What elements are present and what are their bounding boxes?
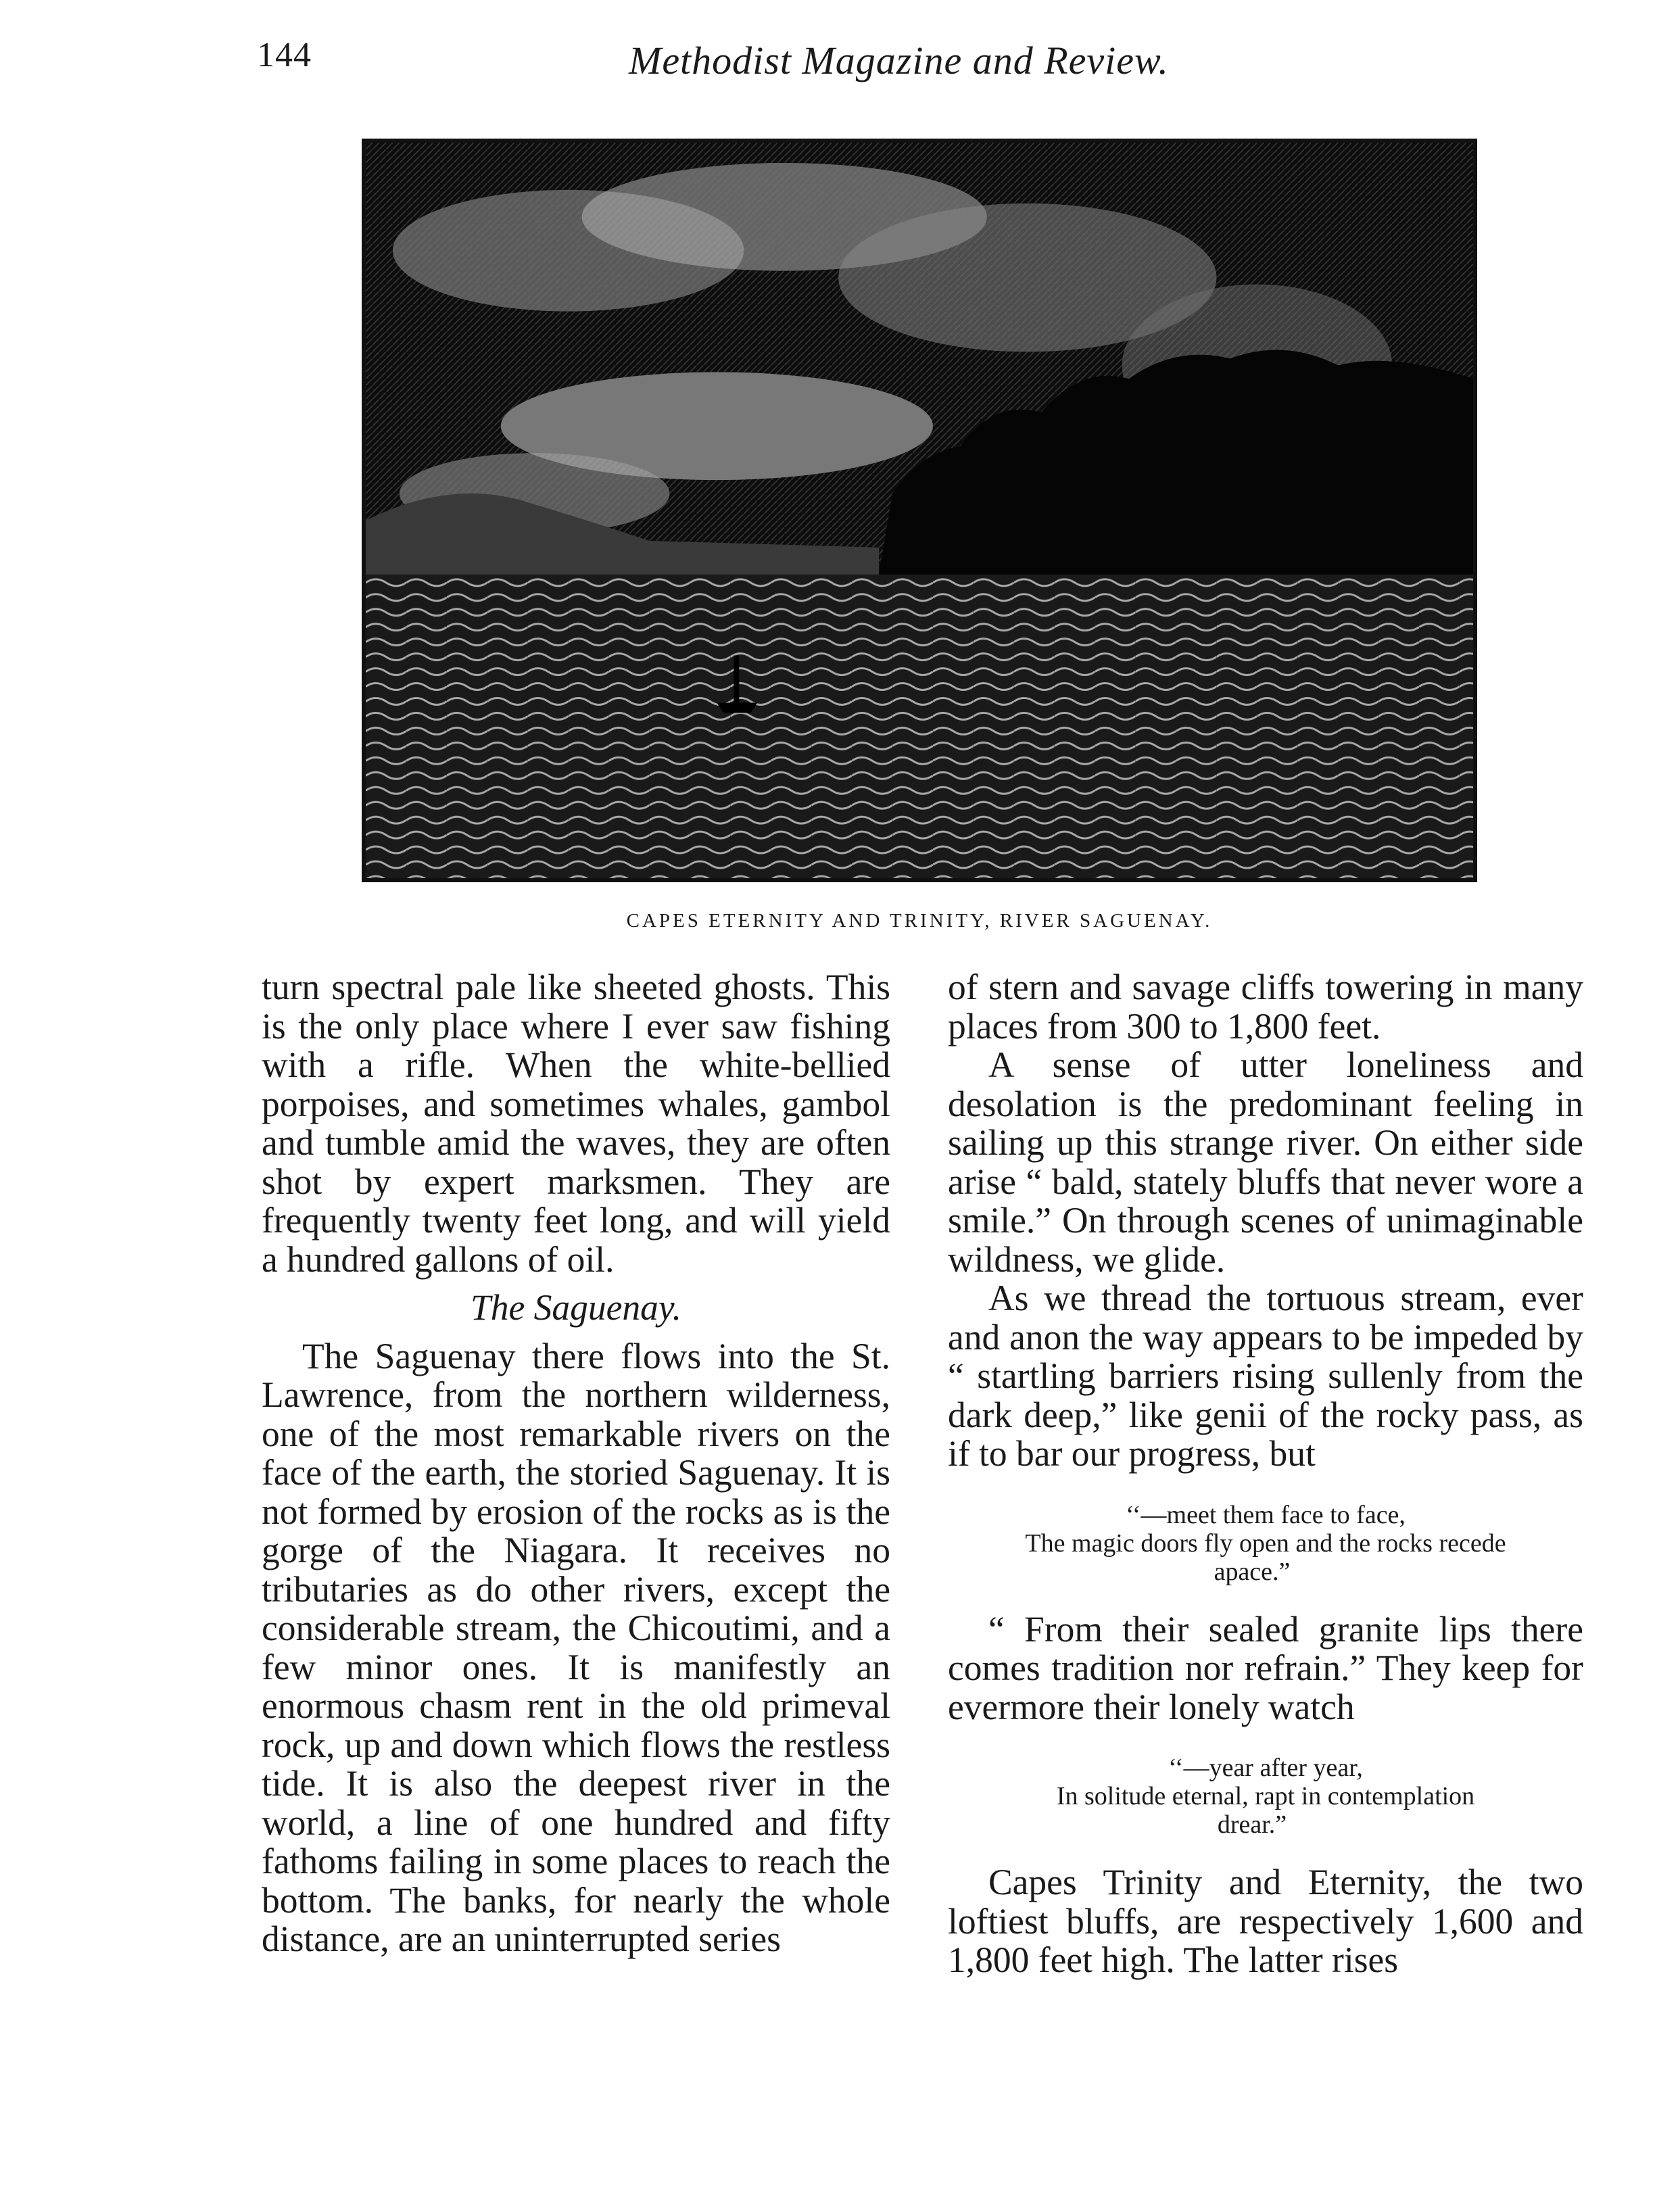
page-number: 144 <box>257 36 312 74</box>
right-paragraph-1: of stern and savage cliffs towering in many places from 300 to 1,800 feet. <box>948 967 1583 1047</box>
figure-caption: CAPES ETERNITY AND TRINITY, RIVER SAGUENAY. <box>626 910 1213 932</box>
left-paragraph-1: turn spectral pale like sheeted ghosts. This is the only place where I ever saw fishing with a rifle. When the white-bellied porpoises, and sometimes whales, gambol and tumble amid the waves, they are often shot by expert marksmen. They are frequently twenty feet long, and will yield a hundred gallons of oil. <box>262 967 890 1280</box>
verse-quote-2 <box>948 1754 1583 1839</box>
left-paragraph-2: The Saguenay there flows into the St. Lawrence, from the northern wilderness, one of the most remarkable rivers on the face of the earth, the storied Saguenay. It is not formed by erosion of the rocks as is the gorge of the Niagara. It receives no tributaries as do other rivers, except the considerable stream, the Chicoutimi, and a few minor ones. It is manifestly an enormous chasm rent in the old primeval rock, up and down which flows the restless tide. It is also the deepest river in the world, a line of one hundred and fifty fathoms failing in some places to reach the bottom. The banks, for nearly the whole distance, are an uninterrupted series <box>262 1335 890 1959</box>
right-paragraph-4: “ From their sealed granite lips there comes tradition nor refrain.” They keep for evermore their lonely watch <box>948 1608 1583 1727</box>
right-column <box>948 968 1583 1980</box>
verse-line: ‘‘—meet them face to face, <box>1126 1500 1406 1529</box>
verse-quote-1 <box>948 1501 1583 1586</box>
verse-line: The magic doors fly open and the rocks recede <box>1025 1529 1506 1558</box>
right-paragraph-2: A sense of utter loneliness and desolation is the predominant feeling in sailing up this strange river. On either side arise “ bald, stately bluffs that never wore a smile.” On through scenes of unimaginable wildness, we glide. <box>948 1044 1583 1280</box>
right-paragraph-3: As we thread the tortuous stream, ever and anon the way appears to be impeded by “ startling barriers rising sullenly from the dark deep,” like genii of the rocky pass, as if to bar our progress, but <box>948 1278 1583 1474</box>
engraving-illustration <box>362 139 1477 882</box>
left-column <box>262 968 890 1959</box>
verse-line: drear.” <box>1217 1810 1287 1839</box>
section-subheading: The Saguenay. <box>470 1287 682 1328</box>
saguenay-cliffs-image <box>366 143 1473 878</box>
verse-line: In solitude eternal, rapt in contemplation <box>1056 1782 1475 1810</box>
right-paragraph-5: Capes Trinity and Eternity, the two loftiest bluffs, are respectively 1,600 and 1,800 feet high. The latter rises <box>948 1862 1583 1980</box>
verse-line: ‘‘—year after year, <box>1168 1754 1363 1782</box>
verse-line: apace.” <box>1214 1557 1291 1586</box>
running-title: Methodist Magazine and Review. <box>629 39 1169 82</box>
